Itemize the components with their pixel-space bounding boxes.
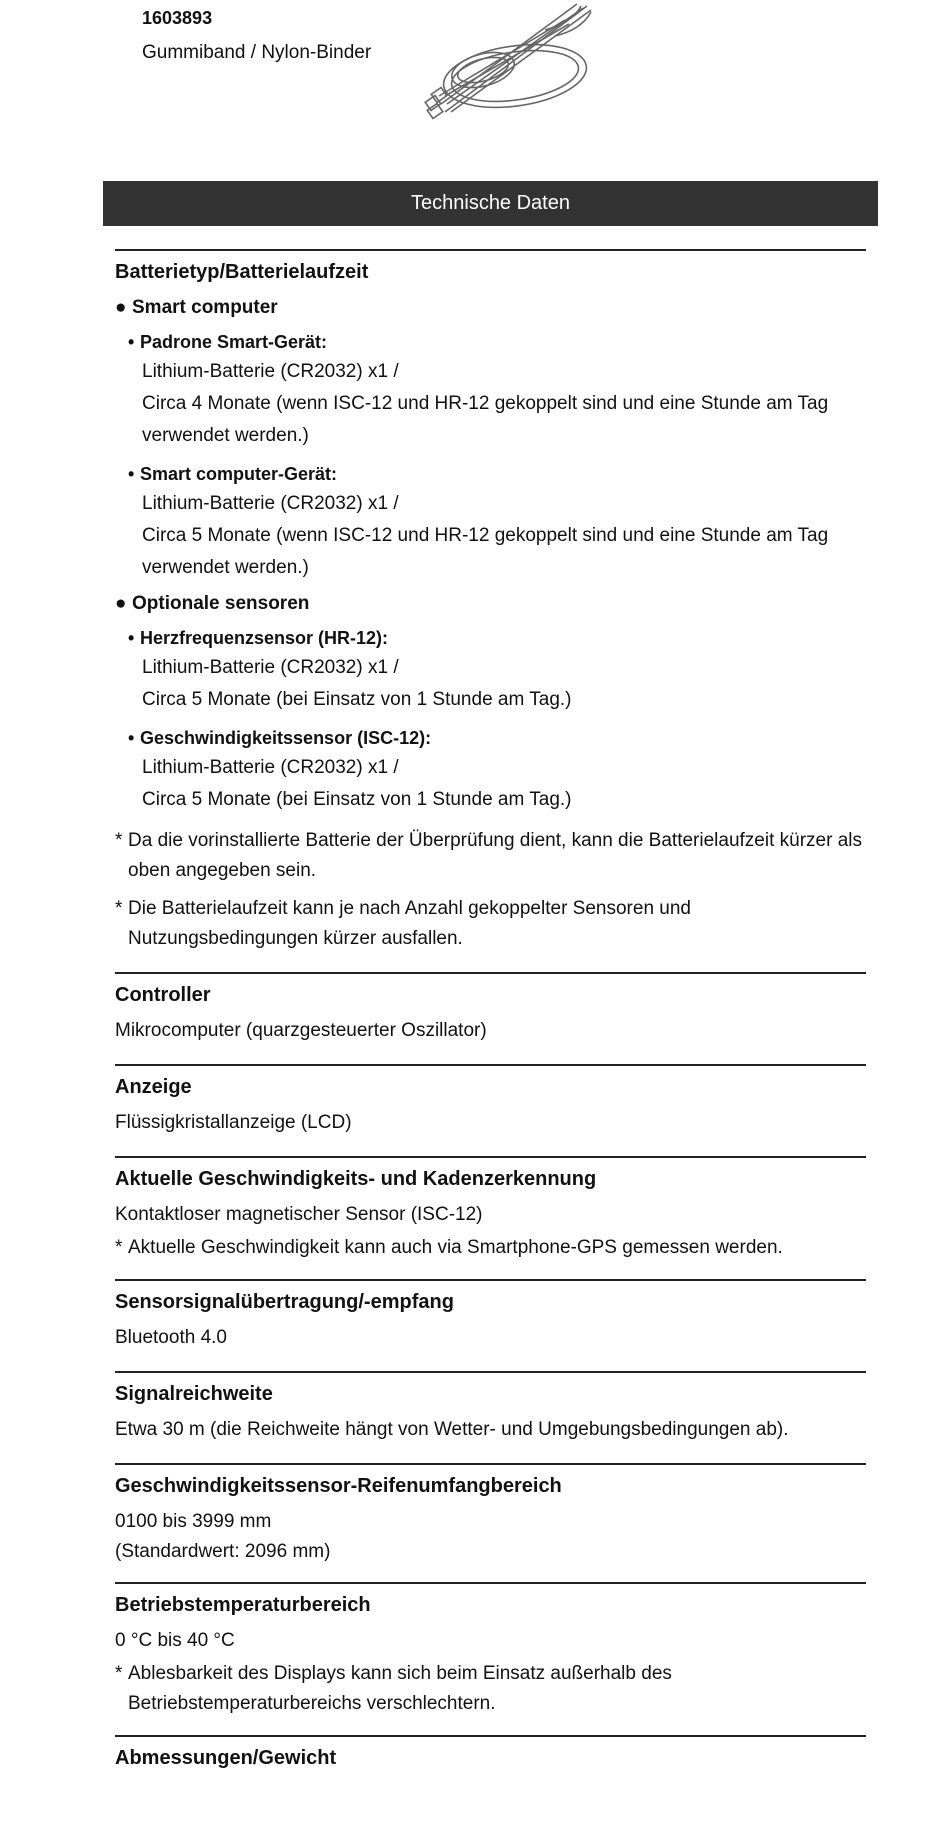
display-section: [115, 1064, 866, 1156]
speed-title: Aktuelle Geschwindigkeits- und Kadenzerkennung: [115, 1168, 597, 1190]
controller-title: Controller: [115, 984, 211, 1006]
part-number: 1603893: [142, 8, 213, 28]
display-title: Anzeige: [115, 1076, 192, 1098]
speed-note: * Aktuelle Geschwindigkeit kann auch via Smartphone-GPS gemessen werden.: [115, 1237, 783, 1258]
controller-section: [115, 972, 866, 1064]
item-smart-computer-device: • Smart computer-Gerät:: [128, 464, 338, 484]
specifications: [115, 249, 866, 1782]
temperature-value: 0 °C bis 40 °C: [115, 1630, 235, 1651]
dimensions-section: [115, 1735, 866, 1770]
item-heart-rate-sensor: • Herzfrequenzsensor (HR-12):: [128, 628, 389, 648]
part-name: Gummiband / Nylon-Binder: [142, 42, 372, 63]
banner-title: Technische Daten: [411, 192, 570, 214]
item-speed-sensor: • Geschwindigkeitssensor (ISC-12):: [128, 728, 432, 748]
signal-section: [115, 1279, 866, 1371]
item-padrone: • Padrone Smart-Gerät:: [128, 332, 328, 352]
range-value: Etwa 30 m (die Reichweite hängt von Wetter- und Umgebungsbedingungen ab).: [115, 1419, 789, 1440]
tire-section: [115, 1463, 866, 1582]
signal-title: Sensorsignalübertragung/-empfang: [115, 1291, 454, 1313]
group-smart-computer: ● Smart computer: [115, 297, 278, 318]
signal-value: Bluetooth 4.0: [115, 1327, 227, 1348]
accessory-entry: [142, 8, 371, 64]
temperature-title: Betriebstemperaturbereich: [115, 1594, 371, 1616]
group-optional-sensors: ● Optionale sensoren: [115, 593, 310, 614]
display-value: Flüssigkristallanzeige (LCD): [115, 1112, 352, 1133]
item-padrone-details: Lithium-Batterie (CR2032) x1 / Circa 4 Monate (wenn ISC-12 und HR-12 gekoppelt sind und eine Stunde am Tag verwendet werden.): [142, 361, 829, 446]
controller-value: Mikrocomputer (quarzgesteuerter Oszillator): [115, 1020, 487, 1041]
range-title: Signalreichweite: [115, 1383, 273, 1405]
battery-title: Batterietyp/Batterielaufzeit: [115, 261, 369, 283]
tire-default-value: (Standardwert: 2096 mm): [115, 1541, 331, 1562]
tire-range-value: 0100 bis 3999 mm: [115, 1511, 272, 1532]
dimensions-title: Abmessungen/Gewicht: [115, 1747, 337, 1769]
temperature-section: [115, 1582, 866, 1735]
item-smart-computer-details: Lithium-Batterie (CR2032) x1 / Circa 5 Monate (wenn ISC-12 und HR-12 gekoppelt sind und eine Stunde am Tag verwendet werden.): [142, 493, 829, 578]
battery-note-1: * Da die vorinstallierte Batterie der Überprüfung dient, kann die Batterielaufzeit kürzer als oben angegeben sein.: [115, 830, 862, 881]
battery-note-2: * Die Batterielaufzeit kann je nach Anzahl gekoppelter Sensoren und Nutzungsbedingungen kürzer ausfallen.: [115, 898, 691, 949]
item-speed-sensor-details: Lithium-Batterie (CR2032) x1 / Circa 5 Monate (bei Einsatz von 1 Stunde am Tag.): [142, 757, 572, 810]
item-heart-rate-details: Lithium-Batterie (CR2032) x1 / Circa 5 Monate (bei Einsatz von 1 Stunde am Tag.): [142, 657, 572, 710]
rubber-band-binder-illustration: [405, 0, 595, 128]
speed-section: [115, 1156, 866, 1279]
speed-value: Kontaktloser magnetischer Sensor (ISC-12): [115, 1204, 483, 1225]
tire-title: Geschwindigkeitssensor-Reifenumfangbereich: [115, 1475, 562, 1497]
battery-section: [115, 249, 866, 972]
temperature-note: * Ablesbarkeit des Displays kann sich beim Einsatz außerhalb des Betriebstemperaturbereichs verschlechtern.: [115, 1663, 672, 1714]
technical-data-banner: [103, 181, 878, 226]
range-section: [115, 1371, 866, 1463]
